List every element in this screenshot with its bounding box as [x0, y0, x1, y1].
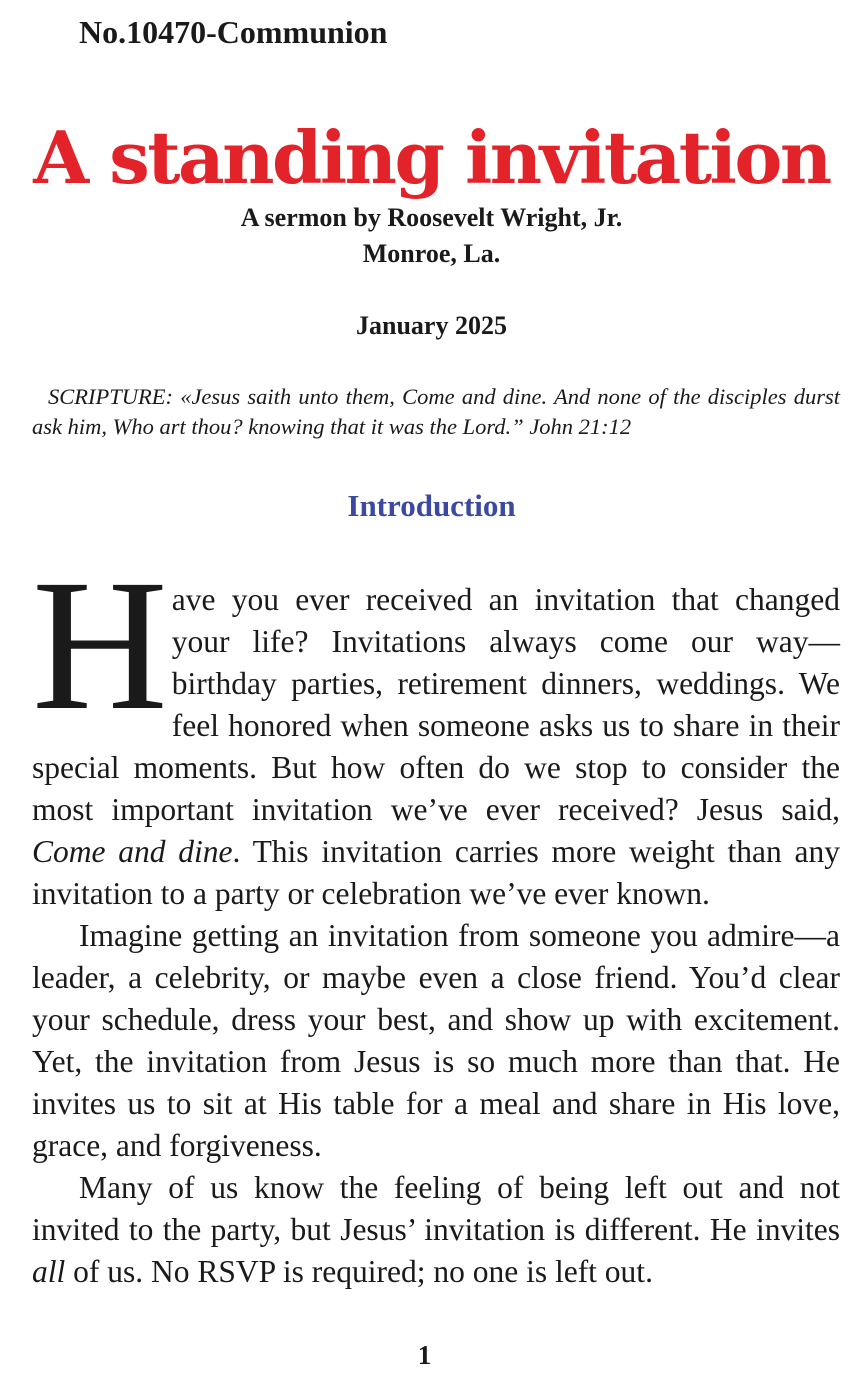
sermon-location: Monroe, La.: [362, 239, 501, 268]
sermon-byline: A sermon by Roosevelt Wright, Jr.: [240, 203, 623, 232]
drop-cap: H: [32, 540, 168, 749]
paragraph-text: ave you ever received an invitation that changed your life? Invitations always come our way—birthday parties, retirement dinners, weddings. We feel honored when someone asks us to share in their special moments. But how often do we stop to consider the most important invitation we’ve ever received? Jesus said,: [32, 582, 840, 827]
paragraph-emphasis: all: [32, 1254, 66, 1289]
sermon-date: January 2025: [356, 311, 507, 340]
paragraph-imagine: Imagine getting an invitation from someone you admire—a leader, a celebrity, or maybe even a close friend. You’d clear your schedule, dress your best, and show up with excitement. Yet, the invitation from Jesus is so much more than that. He invites us to sit at His table for a meal and share in His love, grace, and forgiveness.: [32, 918, 840, 1163]
document-number: No.10470-Communion: [79, 14, 388, 50]
section-heading: Introduction: [347, 488, 516, 523]
sermon-body: [32, 540, 840, 1293]
paragraph-left-out: [32, 1167, 840, 1293]
scripture-quote: SCRIPTURE: «Jesus saith unto them, Come and dine. And none of the disciples durst ask him, Who art thou? knowing that it was the Lord.” John 21:12: [32, 384, 840, 439]
sermon-title: A standing invitation: [33, 115, 830, 200]
paragraph-emphasis: Come and dine: [32, 834, 233, 869]
page-number: 1: [417, 1340, 432, 1370]
paragraph-text: of us. No RSVP is required; no one is left out.: [65, 1254, 653, 1289]
paragraph-text: . This invitation carries more weight than any invitation to a party or celebration we’ve ever known.: [32, 834, 840, 911]
paragraph-text: Many of us know the feeling of being left out and not invited to the party, but Jesus’ invitation is different. He invites: [32, 1170, 840, 1247]
paragraph-intro: [32, 540, 840, 915]
